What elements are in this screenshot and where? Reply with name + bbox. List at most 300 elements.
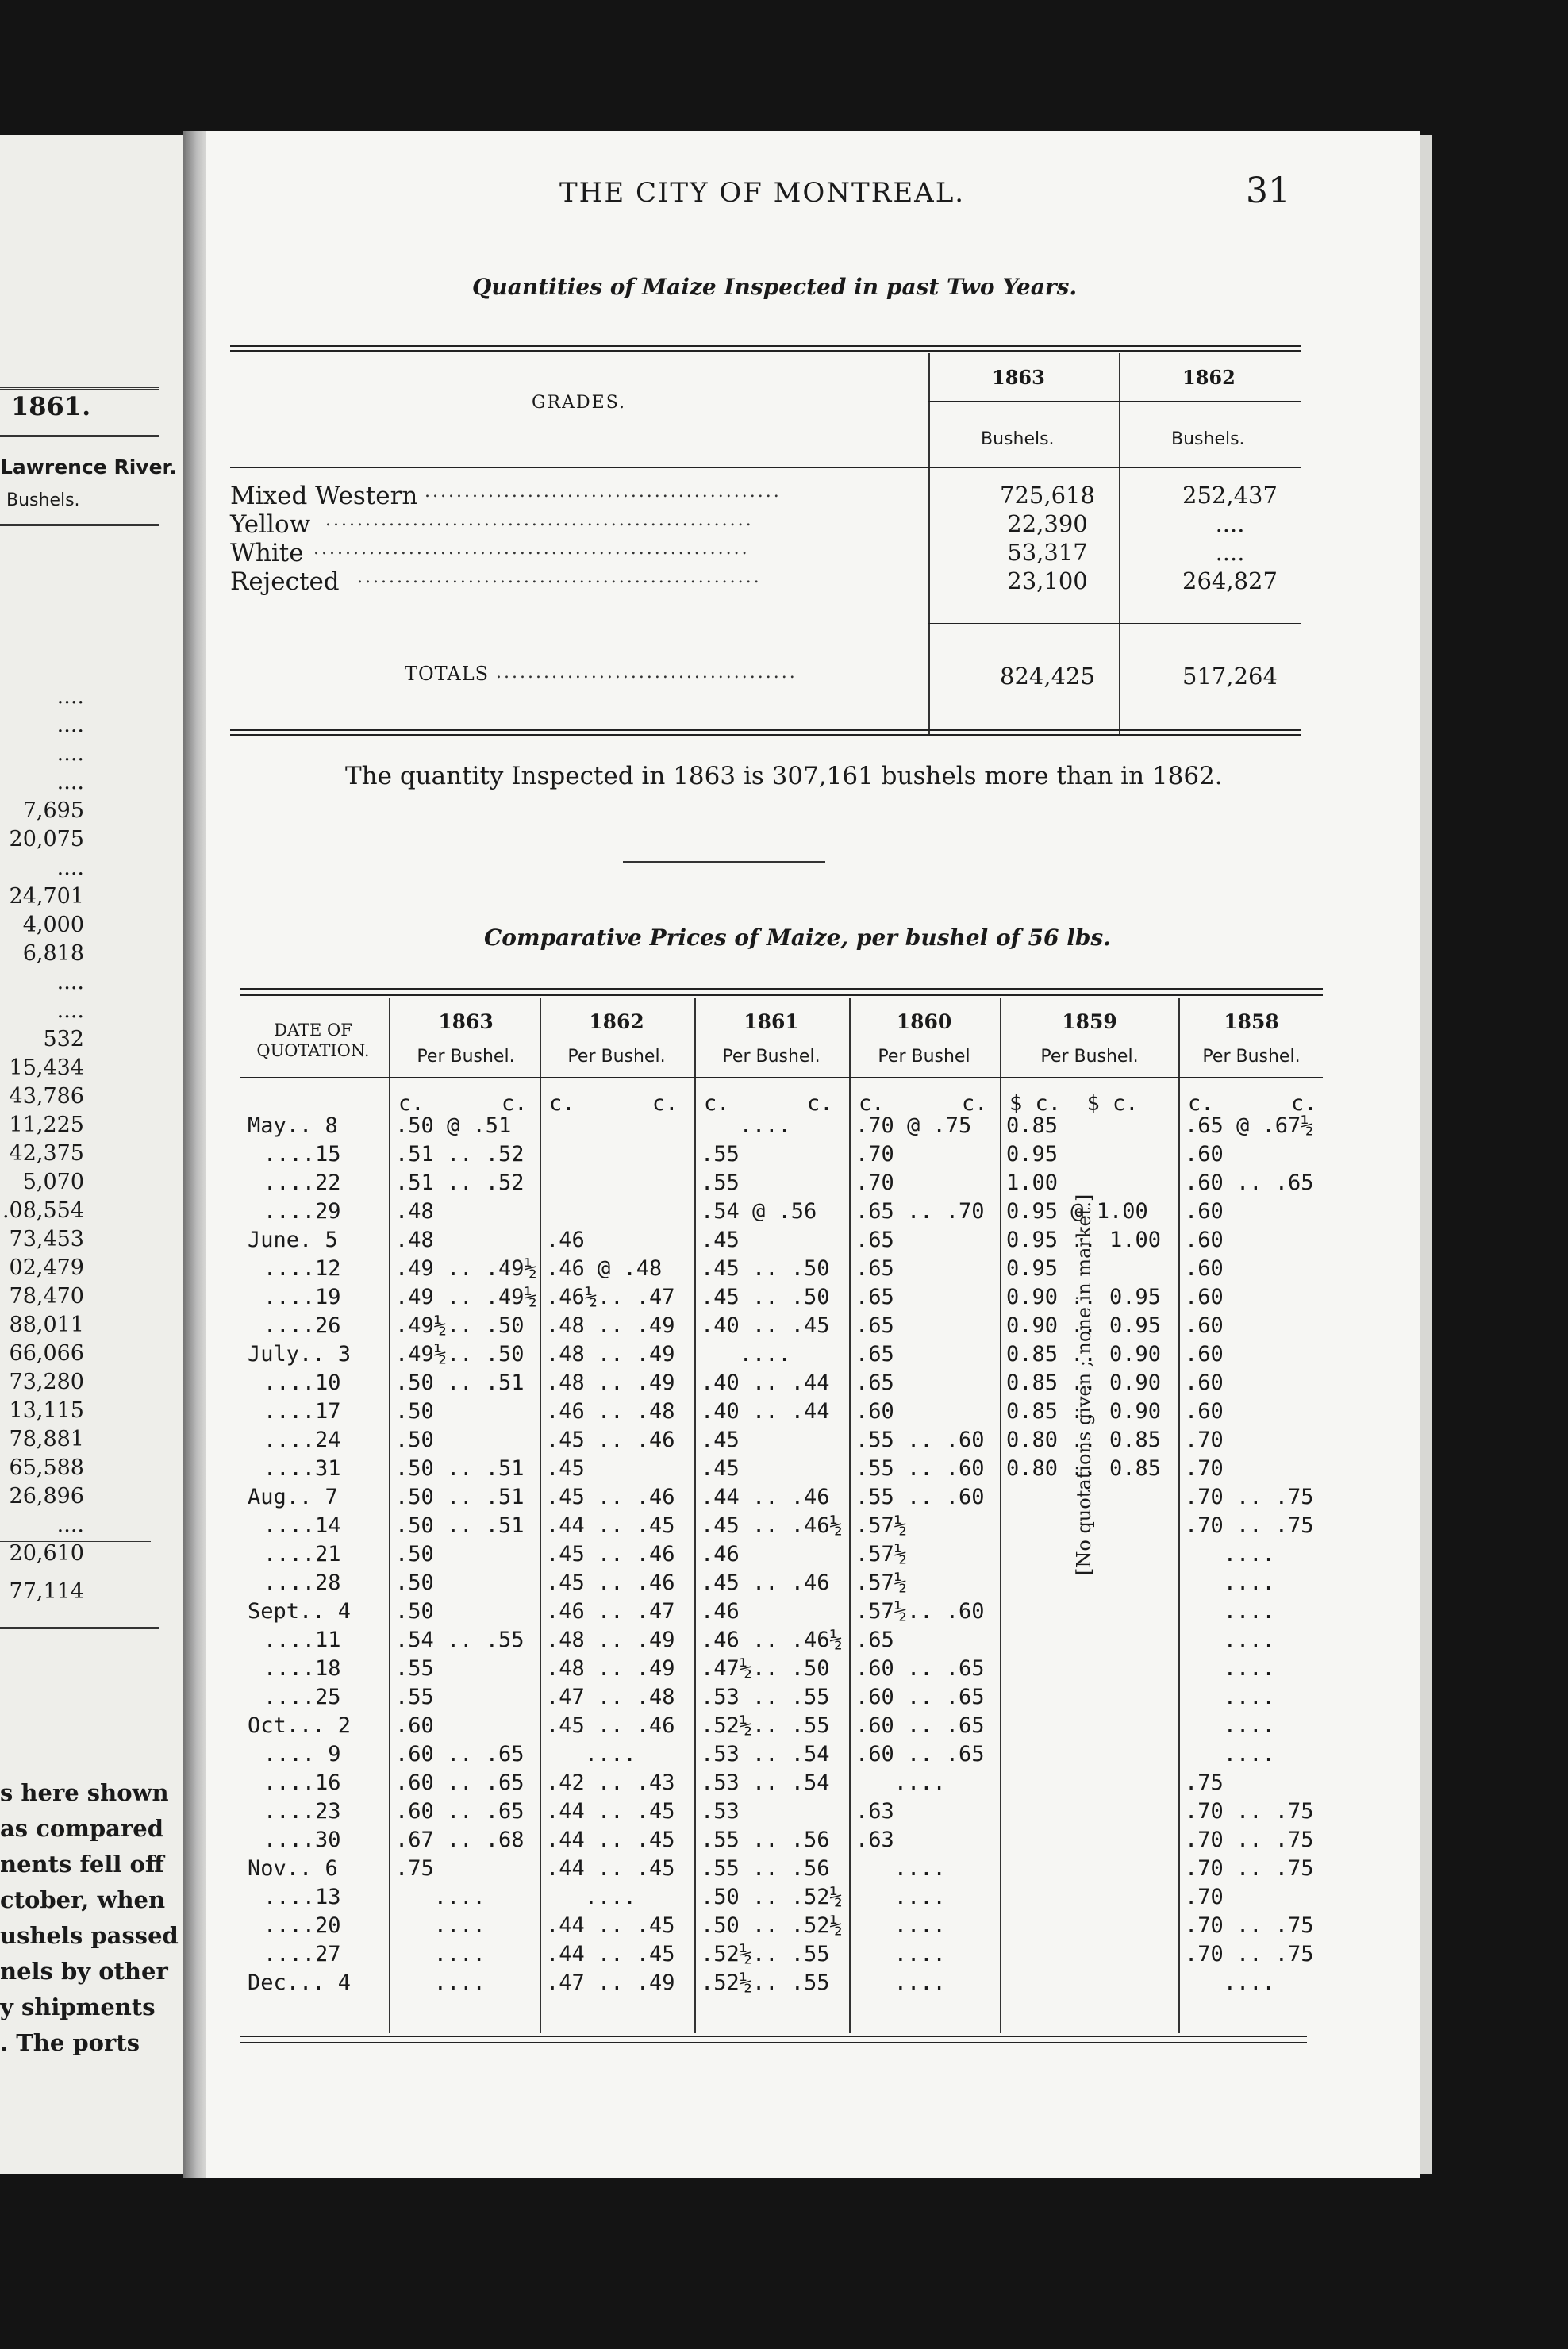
quote-date: ....29 xyxy=(263,1199,341,1224)
facing-value: 73,280 xyxy=(9,1370,84,1394)
price-cell: .60 .. .65 xyxy=(855,1742,985,1767)
price-cell: .46 .. .47 xyxy=(546,1599,675,1624)
price-cell: .65 .. .70 xyxy=(855,1199,985,1224)
price-cell: 0.85 .. 0.90 xyxy=(1006,1371,1162,1395)
price-cell: .50 .. .51 xyxy=(395,1513,525,1538)
facing-year: 1861. xyxy=(11,391,91,421)
year-header: 1859 xyxy=(1062,1010,1117,1033)
quote-date: ....26 xyxy=(263,1313,341,1338)
facing-value: 7,695 xyxy=(22,798,84,823)
totals-label: TOTALS xyxy=(405,663,490,685)
price-cell: .47 .. .49 xyxy=(546,1970,675,1995)
table-rule xyxy=(240,988,1323,990)
price-cell: .47 .. .48 xyxy=(546,1685,675,1709)
price-cell: .... xyxy=(1185,1742,1275,1767)
table-rule xyxy=(240,1077,1323,1078)
price-cell: .67 .. .68 xyxy=(395,1828,525,1852)
total-1862: 517,264 xyxy=(1182,663,1278,690)
quote-date: Dec... 4 xyxy=(248,1970,352,1995)
grade-name: Mixed Western xyxy=(230,482,418,510)
price-cell: .46 xyxy=(701,1599,740,1624)
unit-label: c. c. xyxy=(704,1091,833,1116)
price-cell: .54 .. .55 xyxy=(395,1628,525,1652)
price-cell: .... xyxy=(1185,1628,1275,1652)
facing-value: 4,000 xyxy=(22,913,84,937)
date-header: DATE OF QUOTATION. xyxy=(256,1021,370,1060)
price-cell: .55 .. .60 xyxy=(855,1485,985,1509)
dot-leader: ................................................... xyxy=(357,567,762,587)
price-cell: .45 xyxy=(701,1456,740,1481)
price-cell: .50 .. .51 xyxy=(395,1485,525,1509)
price-cell: 0.95 xyxy=(1006,1142,1059,1167)
price-cell: .... xyxy=(1185,1970,1275,1995)
price-cell: .50 xyxy=(395,1599,434,1624)
price-cell: .60 xyxy=(1185,1142,1224,1167)
price-cell: .65 xyxy=(855,1371,894,1395)
price-cell: .60 xyxy=(1185,1342,1224,1367)
price-cell: .65 @ .67½ xyxy=(1185,1113,1314,1138)
price-cell: .57½.. .60 xyxy=(855,1599,985,1624)
price-cell: 0.85 .. 0.90 xyxy=(1006,1342,1162,1367)
price-cell: .57½ xyxy=(855,1542,908,1567)
table-rule xyxy=(230,729,1301,731)
table-rule xyxy=(230,350,1301,352)
price-cell: .40 .. .44 xyxy=(701,1371,830,1395)
price-cell: .50 xyxy=(395,1399,434,1424)
price-cell: .55 .. .60 xyxy=(855,1456,985,1481)
quote-date: ....22 xyxy=(263,1171,341,1195)
price-cell: .55 .. .56 xyxy=(701,1856,830,1881)
value-1862: 252,437 xyxy=(1182,482,1278,509)
price-cell: .51 .. .52 xyxy=(395,1171,525,1195)
maize-inspected-caption: Quantities of Maize Inspected in past Two Years. xyxy=(472,274,1078,300)
quote-date: ....30 xyxy=(263,1828,341,1852)
facing-value: .... xyxy=(56,684,84,709)
price-cell: .70 .. .75 xyxy=(1185,1799,1314,1824)
price-cell: 1.00 xyxy=(1006,1171,1059,1195)
price-cell: .48 xyxy=(395,1199,434,1224)
maize-prices-table xyxy=(240,988,1323,2051)
facing-value: 15,434 xyxy=(9,1055,84,1080)
dot-leader: ...................................... xyxy=(496,663,797,682)
facing-text-line: as compared xyxy=(0,1815,163,1842)
price-cell: .... xyxy=(855,1770,946,1795)
quote-date: ....24 xyxy=(263,1428,341,1452)
quote-date: ....18 xyxy=(263,1656,341,1681)
price-cell: .52½.. .55 xyxy=(701,1713,830,1738)
quote-date: ....12 xyxy=(263,1256,341,1281)
price-cell: .57½ xyxy=(855,1570,908,1595)
price-cell: .... xyxy=(855,1970,946,1995)
facing-rule xyxy=(0,1540,151,1545)
price-cell: .44 .. .45 xyxy=(546,1513,675,1538)
facing-value: .08,554 xyxy=(2,1198,84,1223)
price-cell: .48 .. .49 xyxy=(546,1371,675,1395)
unit-label: c. c. xyxy=(398,1091,528,1116)
value-1863: 725,618 xyxy=(1000,482,1095,509)
price-cell: 0.90 .. 0.95 xyxy=(1006,1285,1162,1309)
value-1862: .... xyxy=(1215,539,1245,566)
year-header: 1858 xyxy=(1224,1010,1279,1033)
price-cell: .48 .. .49 xyxy=(546,1313,675,1338)
facing-text-line: nents fell off xyxy=(0,1851,164,1878)
price-cell: .70 .. .75 xyxy=(1185,1913,1314,1938)
price-cell: .... xyxy=(395,1885,486,1909)
facing-value: 78,881 xyxy=(9,1427,84,1451)
year-header: 1861 xyxy=(744,1010,799,1033)
per-bushel-header: Per Bushel. xyxy=(1202,1047,1301,1067)
unit-label: c. c. xyxy=(549,1091,678,1116)
facing-value: 42,375 xyxy=(9,1141,84,1166)
facing-value: 88,011 xyxy=(9,1313,84,1337)
price-cell: .45 .. .46 xyxy=(546,1570,675,1595)
price-cell: .48 xyxy=(395,1228,434,1252)
year-header: 1860 xyxy=(896,1010,952,1033)
price-cell: .49 .. .49½ xyxy=(395,1285,537,1309)
quote-date: .... 9 xyxy=(263,1742,341,1767)
price-cell: 0.95 xyxy=(1006,1256,1059,1281)
facing-value: .... xyxy=(56,1513,84,1537)
price-cell: .65 xyxy=(855,1628,894,1652)
facing-subheading: Lawrence River. xyxy=(0,456,177,479)
facing-value: .... xyxy=(56,970,84,994)
price-cell: .52½.. .55 xyxy=(701,1970,830,1995)
price-cell: .49½.. .50 xyxy=(395,1342,525,1367)
facing-value: .... xyxy=(56,713,84,737)
price-cell: .63 xyxy=(855,1799,894,1824)
quote-date: Oct... 2 xyxy=(248,1713,352,1738)
facing-value: 532 xyxy=(43,1027,84,1051)
price-cell: .60 .. .65 xyxy=(855,1713,985,1738)
price-cell: .49½.. .50 xyxy=(395,1313,525,1338)
table-rule xyxy=(230,345,1301,347)
dot-leader: ...................................................... xyxy=(325,510,754,530)
facing-value: 6,818 xyxy=(22,941,84,966)
quote-date: ....21 xyxy=(263,1542,341,1567)
column-divider xyxy=(849,998,851,2033)
price-cell: .50 xyxy=(395,1570,434,1595)
facing-text-line: ctober, when xyxy=(0,1886,166,1913)
price-cell: .60 .. .65 xyxy=(855,1656,985,1681)
year-header-1863: 1863 xyxy=(992,366,1045,389)
facing-value: .... xyxy=(56,770,84,794)
main-page xyxy=(206,131,1420,2178)
price-cell: .... xyxy=(395,1942,486,1966)
price-cell: .65 xyxy=(855,1228,894,1252)
price-cell: .60 .. .65 xyxy=(1185,1171,1314,1195)
facing-unit: Bushels. xyxy=(6,490,80,510)
price-cell: .65 xyxy=(855,1313,894,1338)
facing-value: 5,070 xyxy=(22,1170,84,1194)
grade-name: Rejected xyxy=(230,567,340,596)
price-cell: .50 .. .52½ xyxy=(701,1885,843,1909)
price-cell: .65 xyxy=(855,1256,894,1281)
quote-date: ....31 xyxy=(263,1456,341,1481)
price-cell: .50 .. .51 xyxy=(395,1371,525,1395)
quote-date: Sept.. 4 xyxy=(248,1599,352,1624)
facing-text-line: . The ports xyxy=(0,2029,140,2056)
grade-name: Yellow xyxy=(230,510,311,539)
price-cell: .... xyxy=(1185,1656,1275,1681)
value-1863: 23,100 xyxy=(1007,567,1088,594)
running-title: THE CITY OF MONTREAL. xyxy=(559,177,966,209)
price-cell: .44 .. .45 xyxy=(546,1913,675,1938)
quote-date: Nov.. 6 xyxy=(248,1856,338,1881)
price-cell: .57½ xyxy=(855,1513,908,1538)
facing-rule xyxy=(0,435,159,440)
price-cell: .55 xyxy=(395,1656,434,1681)
price-cell: .46½.. .47 xyxy=(546,1285,675,1309)
unit-label: $ c. $ c. xyxy=(1009,1091,1139,1116)
price-cell: .48 .. .49 xyxy=(546,1628,675,1652)
price-cell: .70 xyxy=(855,1171,894,1195)
value-1863: 22,390 xyxy=(1007,510,1088,537)
price-cell: .... xyxy=(701,1342,791,1367)
grades-header: GRADES. xyxy=(532,393,627,413)
price-cell: .55 xyxy=(701,1171,740,1195)
price-cell: 0.90 .. 0.95 xyxy=(1006,1313,1162,1338)
price-cell: .63 xyxy=(855,1828,894,1852)
facing-value: .... xyxy=(56,741,84,766)
quote-date: ....27 xyxy=(263,1942,341,1966)
price-cell: .60 .. .65 xyxy=(855,1685,985,1709)
price-cell: .46 .. .48 xyxy=(546,1399,675,1424)
price-cell: .45 .. .46 xyxy=(546,1542,675,1567)
quote-date: ....25 xyxy=(263,1685,341,1709)
price-cell: .... xyxy=(701,1113,791,1138)
price-cell: .45 xyxy=(701,1428,740,1452)
prices-caption: Comparative Prices of Maize, per bushel of 56 lbs. xyxy=(484,925,1111,951)
price-cell: .45 .. .50 xyxy=(701,1256,830,1281)
price-cell: .53 .. .54 xyxy=(701,1770,830,1795)
facing-value: 78,470 xyxy=(9,1284,84,1309)
facing-value: 24,701 xyxy=(9,884,84,909)
price-cell: .... xyxy=(855,1885,946,1909)
value-1863: 53,317 xyxy=(1007,539,1088,566)
price-cell: .65 xyxy=(855,1342,894,1367)
price-cell: .60 xyxy=(1185,1228,1224,1252)
price-cell: .55 .. .60 xyxy=(855,1428,985,1452)
price-cell: .45 .. .46 xyxy=(546,1485,675,1509)
price-cell: .50 xyxy=(395,1428,434,1452)
quote-date: ....14 xyxy=(263,1513,341,1538)
price-cell: .... xyxy=(395,1913,486,1938)
facing-text-line: nels by other xyxy=(0,1958,168,1985)
unit-header: Bushels. xyxy=(981,429,1055,449)
price-cell: .46 xyxy=(546,1228,585,1252)
price-cell: .45 xyxy=(546,1456,585,1481)
price-cell: .44 .. .45 xyxy=(546,1828,675,1852)
price-cell: .... xyxy=(395,1970,486,1995)
price-cell: .... xyxy=(546,1885,636,1909)
table-rule xyxy=(240,994,1323,996)
facing-values xyxy=(2,682,84,1568)
facing-page xyxy=(0,135,183,2174)
price-cell: .45 .. .46½ xyxy=(701,1513,843,1538)
dot-leader: ............................................. xyxy=(425,482,782,502)
price-cell: .... xyxy=(1185,1542,1275,1567)
price-cell: .60 xyxy=(1185,1399,1224,1424)
book-spine xyxy=(183,131,206,2178)
totals-row xyxy=(230,663,1301,691)
unit-header: Bushels. xyxy=(1171,429,1245,449)
price-cell: .44 .. .46 xyxy=(701,1485,830,1509)
quote-date: ....10 xyxy=(263,1371,341,1395)
facing-value: 73,453 xyxy=(9,1227,84,1251)
dot-leader: ....................................................... xyxy=(313,539,750,559)
table-row xyxy=(230,482,1301,510)
per-bushel-header: Per Bushel. xyxy=(722,1047,821,1067)
price-cell: .75 xyxy=(395,1856,434,1881)
price-cell: .51 .. .52 xyxy=(395,1142,525,1167)
price-cell: 0.95 @ 1.00 xyxy=(1006,1199,1148,1224)
price-cell: .60 xyxy=(1185,1199,1224,1224)
price-cell: .70 .. .75 xyxy=(1185,1485,1314,1509)
section-divider xyxy=(623,861,825,863)
price-cell: .70 .. .75 xyxy=(1185,1856,1314,1881)
price-cell: .60 xyxy=(1185,1313,1224,1338)
price-cell: .... xyxy=(1185,1685,1275,1709)
price-cell: .... xyxy=(546,1742,636,1767)
table-rule xyxy=(240,2036,1307,2037)
facing-value: 11,225 xyxy=(9,1113,84,1137)
price-cell: .60 .. .65 xyxy=(395,1742,525,1767)
facing-value: 02,479 xyxy=(9,1255,84,1280)
price-cell: .53 .. .54 xyxy=(701,1742,830,1767)
table-row xyxy=(230,567,1301,596)
per-bushel-header: Per Bushel. xyxy=(417,1047,515,1067)
maize-inspected-table xyxy=(230,345,1301,734)
price-cell: .50 .. .52½ xyxy=(701,1913,843,1938)
price-cell: .50 xyxy=(395,1542,434,1567)
price-cell: .70 xyxy=(1185,1885,1224,1909)
facing-total: 77,114 xyxy=(9,1579,84,1604)
price-cell: .47½.. .50 xyxy=(701,1656,830,1681)
price-cell: .65 xyxy=(855,1285,894,1309)
price-cell: .49 .. .49½ xyxy=(395,1256,537,1281)
price-cell: .50 @ .51 xyxy=(395,1113,512,1138)
table-rule xyxy=(928,401,1301,402)
price-cell: .55 xyxy=(395,1685,434,1709)
price-cell: .46 .. .46½ xyxy=(701,1628,843,1652)
facing-value: 65,588 xyxy=(9,1455,84,1480)
page-edge xyxy=(1420,135,1432,2174)
price-cell: .... xyxy=(1185,1570,1275,1595)
price-cell: .46 @ .48 xyxy=(546,1256,663,1281)
quote-date: ....20 xyxy=(263,1913,341,1938)
quote-date: Aug.. 7 xyxy=(248,1485,338,1509)
quote-date: June. 5 xyxy=(248,1228,338,1252)
price-cell: .48 .. .49 xyxy=(546,1656,675,1681)
column-divider xyxy=(1000,998,1001,2033)
unit-label: c. c. xyxy=(859,1091,988,1116)
facing-text-line: y shipments xyxy=(0,1993,156,2020)
price-cell: .60 .. .65 xyxy=(395,1799,525,1824)
price-cell: 0.85 xyxy=(1006,1113,1059,1138)
quote-date: May.. 8 xyxy=(248,1113,338,1138)
price-cell: .... xyxy=(1185,1713,1275,1738)
price-cell: .70 @ .75 xyxy=(855,1113,972,1138)
table-rule xyxy=(230,467,1301,468)
table-rule xyxy=(240,2042,1307,2043)
price-cell: .70 xyxy=(1185,1428,1224,1452)
price-cell: .60 xyxy=(1185,1285,1224,1309)
facing-text-line: ushels passed xyxy=(0,1922,179,1949)
quote-date: ....23 xyxy=(263,1799,341,1824)
price-cell: .70 .. .75 xyxy=(1185,1513,1314,1538)
facing-rule xyxy=(0,524,159,529)
price-cell: .53 .. .55 xyxy=(701,1685,830,1709)
price-cell: .44 .. .45 xyxy=(546,1856,675,1881)
price-cell: .70 xyxy=(1185,1456,1224,1481)
price-cell: .40 .. .44 xyxy=(701,1399,830,1424)
price-cell: 0.95 .. 1.00 xyxy=(1006,1228,1162,1252)
page-number: 31 xyxy=(1246,171,1290,211)
price-cell: .... xyxy=(1185,1599,1275,1624)
column-divider xyxy=(540,998,541,2033)
price-cell: .75 xyxy=(1185,1770,1224,1795)
price-cell: .45 .. .50 xyxy=(701,1285,830,1309)
facing-value: 43,786 xyxy=(9,1084,84,1109)
facing-rule xyxy=(0,1627,159,1632)
year-header: 1863 xyxy=(438,1010,494,1033)
table-rule xyxy=(928,623,1301,624)
quote-date: ....16 xyxy=(263,1770,341,1795)
price-cell: .45 xyxy=(701,1228,740,1252)
price-cell: .44 .. .45 xyxy=(546,1942,675,1966)
price-cell: .60 xyxy=(395,1713,434,1738)
quote-date: ....13 xyxy=(263,1885,341,1909)
total-1863: 824,425 xyxy=(1000,663,1095,690)
facing-value: 13,115 xyxy=(9,1398,84,1423)
price-cell: .70 .. .75 xyxy=(1185,1828,1314,1852)
quote-date: July.. 3 xyxy=(248,1342,352,1367)
column-divider xyxy=(1178,998,1180,2033)
quote-date: ....15 xyxy=(263,1142,341,1167)
column-divider xyxy=(694,998,696,2033)
quote-date: ....28 xyxy=(263,1570,341,1595)
facing-value: 26,896 xyxy=(9,1484,84,1509)
price-cell: .... xyxy=(855,1856,946,1881)
no-quotations-note: [No quotations given ; none in market.] xyxy=(1073,1194,1095,1575)
price-cell: .53 xyxy=(701,1799,740,1824)
facing-value: .... xyxy=(56,998,84,1023)
per-bushel-header: Per Bushel. xyxy=(567,1047,666,1067)
table-rule xyxy=(230,734,1301,736)
price-cell: .48 .. .49 xyxy=(546,1342,675,1367)
price-cell: .45 .. .46 xyxy=(546,1713,675,1738)
price-cell: .44 .. .45 xyxy=(546,1799,675,1824)
facing-text-line: s here shown xyxy=(0,1779,169,1806)
facing-value: .... xyxy=(56,855,84,880)
price-cell: .70 xyxy=(855,1142,894,1167)
facing-value: 20,610 xyxy=(9,1541,84,1566)
price-cell: .60 xyxy=(855,1399,894,1424)
price-cell: .42 .. .43 xyxy=(546,1770,675,1795)
value-1862: 264,827 xyxy=(1182,567,1278,594)
price-cell: .54 @ .56 xyxy=(701,1199,817,1224)
price-cell: .70 .. .75 xyxy=(1185,1942,1314,1966)
price-cell: .50 .. .51 xyxy=(395,1456,525,1481)
price-cell: .55 .. .56 xyxy=(701,1828,830,1852)
price-cell: 0.85 .. 0.90 xyxy=(1006,1399,1162,1424)
year-header-1862: 1862 xyxy=(1182,366,1236,389)
price-cell: .40 .. .45 xyxy=(701,1313,830,1338)
table-row xyxy=(230,510,1301,539)
quote-date: ....11 xyxy=(263,1628,341,1652)
price-cell: .60 xyxy=(1185,1371,1224,1395)
price-cell: .55 xyxy=(701,1142,740,1167)
